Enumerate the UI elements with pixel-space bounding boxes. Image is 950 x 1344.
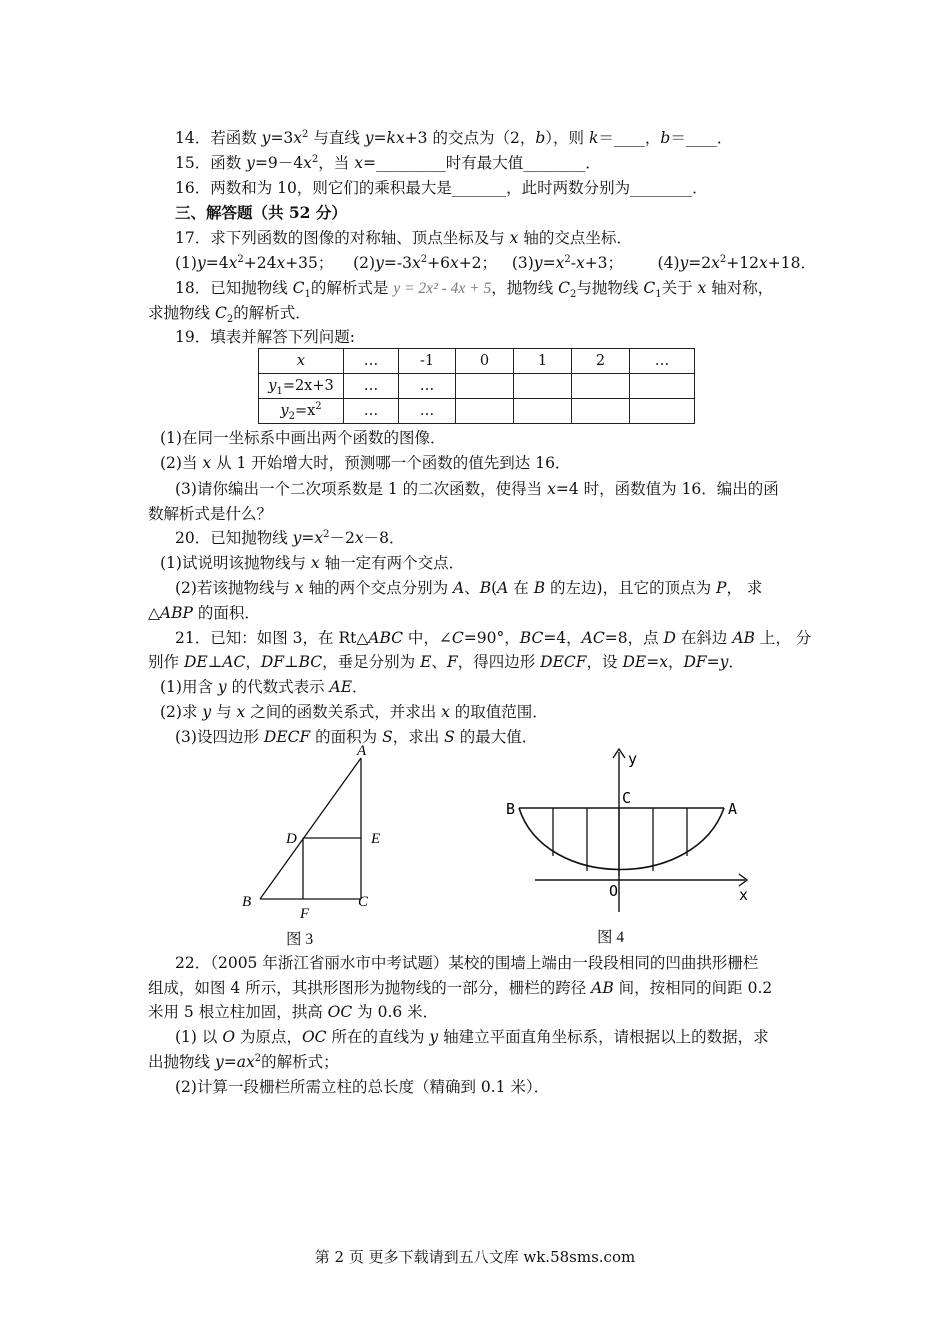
figure-3 [230, 740, 400, 950]
question-19-part-2: (2)当 x 从 1 开始增大时，预测哪一个函数的值先到达 16． [160, 454, 571, 472]
question-17: 17．求下列函数的图像的对称轴、顶点坐标及与 x 轴的交点坐标． [175, 229, 632, 247]
question-14: 14．若函数 $y=3x^2$ 与直线 y=kx+3 的交点为（2，b），则 k＝____，b＝____． [175, 128, 733, 147]
question-17-items: $(1)y=4x^2+24x+35$； $(2)y=-3x^2+6x+2$； $(3)y=x^2-x+3$； $(4)y=2x^2+12x+18$． [175, 253, 816, 272]
table-cell: 2 [572, 349, 630, 374]
question-20-part-2-cont: △ABP 的面积． [148, 604, 260, 622]
table-cell[interactable] [630, 374, 695, 399]
question-18: 18．已知抛物线 $C_1$的解析式是 y = 2x² - 4x + 5，抛物线 $C_2$与抛物线 $C_1$关于 x 轴对称， [175, 279, 774, 301]
table-cell: … [344, 374, 399, 399]
label-e: E [371, 831, 381, 847]
parabola-arch [519, 808, 724, 870]
table-cell[interactable] [572, 399, 630, 424]
label-a: A [728, 800, 738, 818]
table-row [259, 374, 695, 399]
table-cell: x [259, 349, 344, 374]
figure-3-caption: 图 3 [286, 931, 314, 948]
question-22: 22．（2005 年浙江省丽水市中考试题）某校的围墙上端由一段段相同的凹曲拱形栅栏 [175, 954, 759, 972]
value-table [258, 348, 695, 424]
page-footer: 第 2 页 更多下载请到五八文库 wk.58sms.com [314, 1248, 636, 1266]
label-b: B [506, 800, 516, 818]
table-row [259, 399, 695, 424]
table-cell[interactable] [456, 374, 514, 399]
table-cell: … [344, 399, 399, 424]
table-cell[interactable] [456, 399, 514, 424]
table-cell[interactable] [572, 374, 630, 399]
question-16: 16．两数和为 10，则它们的乘积最大是_______，此时两数分别为________． [175, 179, 708, 197]
figure-4 [495, 740, 765, 940]
question-19-part-3-cont: 数解析式是什么？ [148, 505, 273, 523]
label-a: A [357, 743, 367, 759]
question-21-cont: 别作 DE⊥AC，DF⊥BC，垂足分别为 E、F，得四边形 DECF，设 DE=x，DF=y． [148, 653, 744, 671]
label-b: B [242, 894, 252, 910]
table-cell: … [344, 349, 399, 374]
label-d: D [286, 831, 297, 847]
section-heading-3: 三、解答题（共 52 分） [175, 203, 347, 222]
label-x: x [739, 886, 749, 904]
table-cell: … [399, 399, 456, 424]
question-22-part-1-cont: 出抛物线 $y=ax^2$的解析式； [148, 1052, 339, 1071]
label-y: y [628, 750, 638, 768]
label-c: C [358, 894, 369, 910]
question-19-part-1: (1)在同一坐标系中画出两个函数的图像． [160, 429, 446, 447]
formula-c1: y = 2x² - 4x + 5 [393, 280, 492, 297]
question-21-part-2: (2)求 y 与 x 之间的函数关系式，并求出 x 的取值范围． [160, 703, 548, 721]
question-22-part-1: (1) 以 O 为原点，OC 所在的直线为 y 轴建立平面直角坐标系，请根据以上的数据，求 [175, 1028, 769, 1046]
label-f: F [300, 906, 310, 922]
table-cell[interactable] [514, 399, 572, 424]
table-cell: 0 [456, 349, 514, 374]
table-header-row [259, 349, 695, 374]
table-cell: … [630, 349, 695, 374]
figure-4-caption: 图 4 [597, 929, 625, 946]
question-18-cont: 求抛物线 $C_2$的解析式． [148, 304, 311, 326]
table-row-label: $y_2=x^2$ [259, 399, 344, 424]
table-cell: … [399, 374, 456, 399]
table-cell: 1 [514, 349, 572, 374]
table-cell[interactable] [630, 399, 695, 424]
table-row-label: $y_1=2x+3$ [259, 374, 344, 399]
question-22-cont-2: 米用 5 根立柱加固，拱高 OC 为 0.6 米． [148, 1003, 439, 1021]
table-cell[interactable] [514, 374, 572, 399]
hypotenuse-ab [260, 758, 361, 899]
question-20-part-2: (2)若该抛物线与 x 轴的两个交点分别为 A、B(A 在 B 的左边)，且它的顶点为 P， 求 [175, 579, 763, 597]
label-c: C [622, 789, 632, 807]
label-o: O [609, 882, 619, 900]
question-21-part-1: (1)用含 y 的代数式表示 AE． [160, 678, 368, 696]
question-22-cont-1: 组成，如图 4 所示，其拱形图形为抛物线的一部分，栅栏的跨径 AB 间，按相同的间距 0.2 [148, 979, 773, 997]
question-20: 20．已知抛物线 $y=x^2-2x-8$． [175, 528, 405, 547]
question-21: 21．已知：如图 3，在 Rt△ABC 中，∠C=90°，BC=4，AC=8，点 D 在斜边 AB 上， 分 [175, 629, 812, 647]
question-15: 15．函数 $y=9-4x^2$，当 x=_________时有最大值________． [175, 153, 601, 172]
question-20-part-1: (1)试说明该抛物线与 x 轴一定有两个交点． [160, 554, 465, 572]
question-19-part-3: (3)请你编出一个二次项系数是 1 的二次函数，使得当 x=4 时，函数值为 16．编出的函 [175, 480, 779, 498]
question-22-part-2: (2)计算一段栅栏所需立柱的总长度（精确到 0.1 米）． [175, 1078, 550, 1096]
question-21-part-3: (3)设四边形 DECF 的面积为 S，求出 S 的最大值． [175, 728, 538, 746]
table-cell: -1 [399, 349, 456, 374]
question-19: 19．填表并解答下列问题: [175, 328, 355, 346]
